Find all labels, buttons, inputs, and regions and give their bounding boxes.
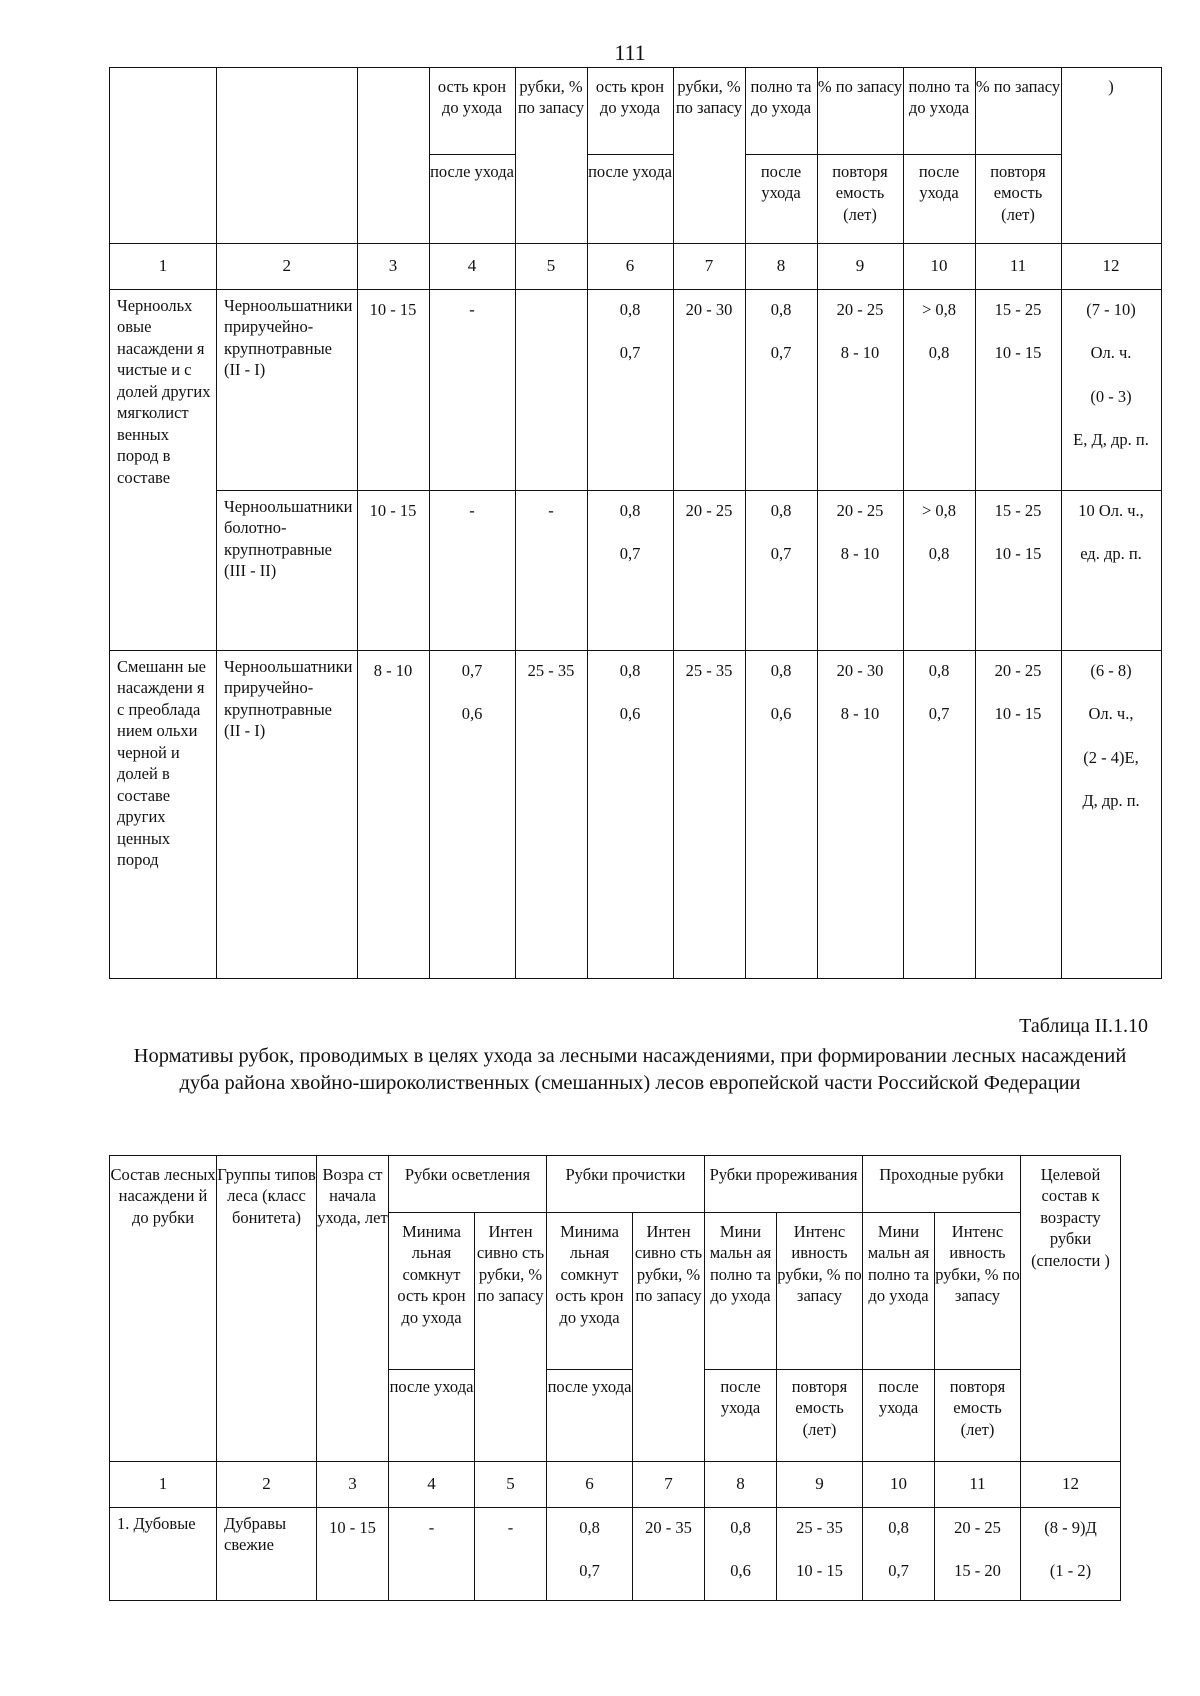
cell-col9: 20 - 25 8 - 10	[817, 491, 903, 651]
col-number: 3	[317, 1462, 389, 1508]
forest-care-table-continued	[109, 67, 1162, 979]
col-number: 10	[863, 1462, 935, 1508]
header-cell-9: Интенс ивность рубки, % по запасу	[777, 1213, 863, 1370]
header-cell-10: Мини мальн ая полно та до ухода	[863, 1213, 935, 1370]
cell-col11: 15 - 25 10 - 15	[975, 491, 1061, 651]
header-sub-4: после ухода	[429, 155, 515, 244]
cell-col5: -	[515, 491, 587, 651]
cell-col10: 0,8 0,7	[903, 651, 975, 979]
cell-col7: 25 - 35	[673, 651, 745, 979]
cell-col4: -	[429, 491, 515, 651]
table-row	[110, 651, 1162, 979]
cell-col11: 20 - 25 15 - 20	[935, 1508, 1021, 1601]
cell-col7: 20 - 35	[633, 1508, 705, 1601]
header-cell-3	[357, 68, 429, 244]
col-number: 10	[903, 244, 975, 290]
header-start-age: Возра ст начала ухода, лет	[317, 1156, 389, 1462]
col-number: 5	[475, 1462, 547, 1508]
target-composition-cell: (7 - 10) Ол. ч. (0 - 3) Е, Д, др. п.	[1061, 290, 1161, 491]
col-number: 9	[817, 244, 903, 290]
cell-col9: 25 - 35 10 - 15	[777, 1508, 863, 1601]
header-cell-11: % по запасу	[975, 68, 1061, 155]
column-number-row	[110, 1462, 1121, 1508]
cell-col4: 0,7 0,6	[429, 651, 515, 979]
header-cell-12: )	[1061, 68, 1161, 244]
col-number: 11	[935, 1462, 1021, 1508]
header-cell-5: рубки, % по запасу	[515, 68, 587, 244]
header-group-passage: Проходные рубки	[863, 1156, 1021, 1213]
col-number: 11	[975, 244, 1061, 290]
table-label: Таблица II.1.10	[1019, 1015, 1148, 1037]
col-number: 9	[777, 1462, 863, 1508]
col-number: 2	[217, 244, 358, 290]
cell-col10: 0,8 0,7	[863, 1508, 935, 1601]
cell-col10: > 0,8 0,8	[903, 491, 975, 651]
forest-type-cell: Черноольшатники приручейно-крупнотравные (II - I)	[217, 290, 358, 491]
table-title: Нормативы рубок, проводимых в целях ухода за лесными насаждениями, при формировании лесных насаждений дуба района хвойно-широколиственных (смешанных) лесов европейской части Российской Федерации	[133, 1045, 1127, 1094]
forest-type-cell: Черноольшатники болотно-крупнотравные (III - II)	[217, 491, 358, 651]
header-sub-10: после ухода	[863, 1370, 935, 1462]
cell-col4: -	[389, 1508, 475, 1601]
header-target-composition: Целевой состав к возрасту рубки (спелости )	[1021, 1156, 1121, 1462]
header-row-groups	[110, 1156, 1121, 1213]
header-cell-2	[217, 68, 358, 244]
header-row-top	[110, 68, 1162, 155]
stand-composition-cell: 1. Дубовые	[110, 1508, 217, 1601]
cell-col5	[515, 290, 587, 491]
cell-col8: 0,8 0,7	[745, 491, 817, 651]
header-cell-11: Интенс ивность рубки, % по запасу	[935, 1213, 1021, 1370]
target-composition-cell: (8 - 9)Д (1 - 2)	[1021, 1508, 1121, 1601]
start-age-cell: 10 - 15	[317, 1508, 389, 1601]
start-age-cell: 10 - 15	[357, 491, 429, 651]
oak-care-norms-table	[109, 1155, 1121, 1601]
cell-col6: 0,8 0,7	[587, 491, 673, 651]
col-number: 2	[217, 1462, 317, 1508]
header-cell-10: полно та до ухода	[903, 68, 975, 155]
header-cell-9: % по запасу	[817, 68, 903, 155]
col-number: 12	[1021, 1462, 1121, 1508]
header-sub-6: после ухода	[547, 1370, 633, 1462]
col-number: 7	[673, 244, 745, 290]
header-sub-11: повторя емость (лет)	[935, 1370, 1021, 1462]
cell-col9: 20 - 30 8 - 10	[817, 651, 903, 979]
header-cell-8: Мини мальн ая полно та до ухода	[705, 1213, 777, 1370]
forest-type-cell: Дубравы свежие	[217, 1508, 317, 1601]
header-sub-8: после ухода	[745, 155, 817, 244]
col-number: 6	[547, 1462, 633, 1508]
col-number: 8	[705, 1462, 777, 1508]
header-sub-9: повторя емость (лет)	[817, 155, 903, 244]
stand-composition-cell: Смешанн ые насаждени я с преоблада нием ольхи черной и долей в составе других ценных пород	[110, 651, 217, 979]
header-cell-8: полно та до ухода	[745, 68, 817, 155]
col-number: 1	[110, 244, 217, 290]
column-number-row	[110, 244, 1162, 290]
cell-col7: 20 - 30	[673, 290, 745, 491]
col-number: 1	[110, 1462, 217, 1508]
header-cell-5: Интен сивно сть рубки, % по запасу	[475, 1213, 547, 1462]
forest-type-cell: Черноольшатники приручейно-крупнотравные (II - I)	[217, 651, 358, 979]
col-number: 4	[389, 1462, 475, 1508]
header-cell-1	[110, 68, 217, 244]
page-number: 111	[614, 40, 646, 65]
header-cell-7: рубки, % по запасу	[673, 68, 745, 244]
cell-col6: 0,8 0,7	[547, 1508, 633, 1601]
header-group-cleaning: Рубки осветления	[389, 1156, 547, 1213]
table-row	[110, 1508, 1121, 1601]
header-sub-8: после ухода	[705, 1370, 777, 1462]
header-cell-4: Минима льная сомкнут ость крон до ухода	[389, 1213, 475, 1370]
header-sub-9: повторя емость (лет)	[777, 1370, 863, 1462]
header-sub-6: после ухода	[587, 155, 673, 244]
target-composition-cell: 10 Ол. ч., ед. др. п.	[1061, 491, 1161, 651]
header-cell-4: ость крон до ухода	[429, 68, 515, 155]
header-cell-6: Минима льная сомкнут ость крон до ухода	[547, 1213, 633, 1370]
cell-col11: 20 - 25 10 - 15	[975, 651, 1061, 979]
target-composition-cell: (6 - 8) Ол. ч., (2 - 4)Е, Д, др. п.	[1061, 651, 1161, 979]
start-age-cell: 10 - 15	[357, 290, 429, 491]
cell-col11: 15 - 25 10 - 15	[975, 290, 1061, 491]
header-group-clearing: Рубки прочистки	[547, 1156, 705, 1213]
cell-col9: 20 - 25 8 - 10	[817, 290, 903, 491]
col-number: 8	[745, 244, 817, 290]
header-sub-10: после ухода	[903, 155, 975, 244]
cell-col7: 20 - 25	[673, 491, 745, 651]
cell-col6: 0,8 0,7	[587, 290, 673, 491]
start-age-cell: 8 - 10	[357, 651, 429, 979]
header-sub-11: повторя емость (лет)	[975, 155, 1061, 244]
cell-col5: 25 - 35	[515, 651, 587, 979]
cell-col8: 0,8 0,7	[745, 290, 817, 491]
cell-col6: 0,8 0,6	[587, 651, 673, 979]
col-number: 12	[1061, 244, 1161, 290]
cell-col8: 0,8 0,6	[745, 651, 817, 979]
col-number: 7	[633, 1462, 705, 1508]
header-sub-4: после ухода	[389, 1370, 475, 1462]
cell-col10: > 0,8 0,8	[903, 290, 975, 491]
header-cell-6: ость крон до ухода	[587, 68, 673, 155]
header-forest-type-groups: Группы типов леса (класс бонитета)	[217, 1156, 317, 1462]
table-row	[110, 290, 1162, 491]
header-cell-7: Интен сивно сть рубки, % по запасу	[633, 1213, 705, 1462]
col-number: 3	[357, 244, 429, 290]
cell-col4: -	[429, 290, 515, 491]
header-group-thinning: Рубки прореживания	[705, 1156, 863, 1213]
col-number: 4	[429, 244, 515, 290]
cell-col8: 0,8 0,6	[705, 1508, 777, 1601]
col-number: 6	[587, 244, 673, 290]
cell-col5: -	[475, 1508, 547, 1601]
header-stand-composition: Состав лесных насаждени й до рубки	[110, 1156, 217, 1462]
stand-composition-cell: Черноольх овые насаждени я чистые и с долей других мягколист венных пород в составе	[110, 290, 217, 651]
table-row	[110, 491, 1162, 651]
col-number: 5	[515, 244, 587, 290]
